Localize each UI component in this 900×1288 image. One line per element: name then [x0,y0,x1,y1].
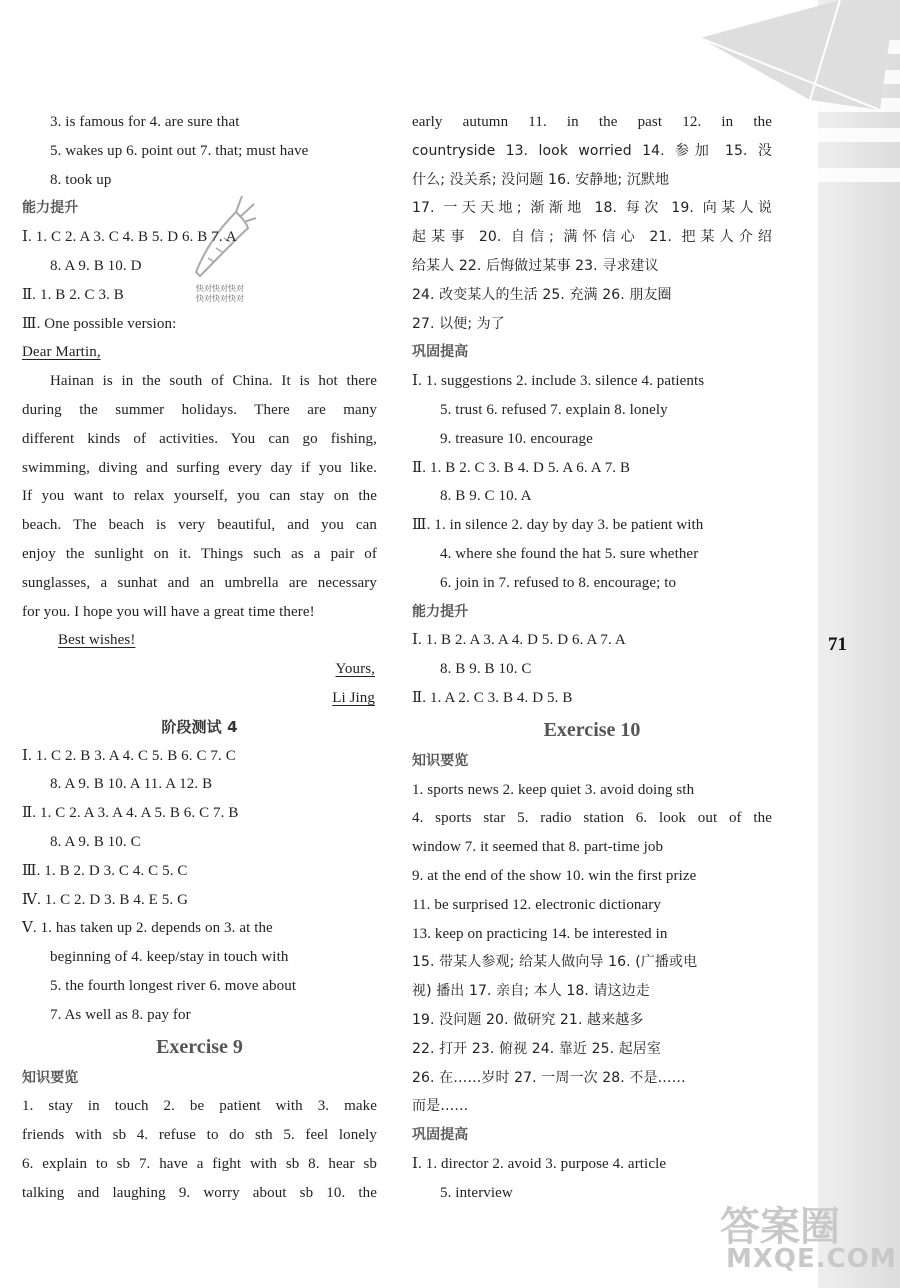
answer-line: 13. keep on practicing 14. be interested in [412,925,668,942]
answer-line: 5. interview [440,1184,513,1201]
left-column [22,108,377,1207]
answer-line: Ⅰ. 1. B 2. A 3. A 4. D 5. D 6. A 7. A [412,632,626,649]
greeting-text: Dear Martin, [22,344,101,361]
strip-band [818,128,900,142]
page-number: 71 [828,634,847,655]
answer-line: 1. stay in touch 2. be patient with 3. make [22,1098,377,1115]
strip-band [818,168,900,182]
answer-line: 17. 一天天地; 渐渐地 18. 每次 19. 向某人说 [412,200,772,217]
answer-line: 起某事 20. 自信; 满怀信心 21. 把某人介绍 [412,229,772,246]
answer-line: Ⅱ. 1. A 2. C 3. B 4. D 5. B [412,689,573,706]
answer-line: 而是…… [412,1098,469,1115]
answer-line: Ⅰ. 1. suggestions 2. include 3. silence 4. patients [412,373,705,390]
letter-line: enjoy the sunlight on it. Things such as a pair of [22,545,377,562]
answer-line: 5. wakes up 6. point out 7. that; must have [50,142,309,159]
answer-line: Ⅲ. 1. in silence 2. day by day 3. be patient with [412,517,704,534]
answer-line: 8. A 9. B 10. C [50,833,141,850]
section-heading-nengli: 能力提升 [22,200,79,217]
answer-line: 9. at the end of the show 10. win the first prize [412,867,697,884]
exercise-10-title: Exercise 10 [543,718,641,741]
answer-line: Ⅳ. 1. C 2. D 3. B 4. E 5. G [22,891,189,908]
answer-line: 3. is famous for 4. are sure that [50,114,240,130]
answer-line: 15. 带某人参观; 给某人做向导 16. (广播或电 [412,954,698,971]
answer-line: 11. be surprised 12. electronic dictionary [412,896,661,913]
section-heading-nengli: 能力提升 [412,603,469,620]
answer-line: Ⅲ. 1. B 2. D 3. C 4. C 5. C [22,862,188,879]
answer-line: 8. A 9. B 10. A 11. A 12. B [50,776,213,793]
letter-line: different kinds of activities. You can go fishing, [22,430,377,447]
answer-line: 5. the fourth longest river 6. move about [50,977,297,994]
answer-line: 24. 改变某人的生活 25. 充满 26. 朋友圈 [412,286,672,303]
letter-line: beach. The beach is very beautiful, and you can [22,517,377,534]
letter-line: during the summer holidays. There are many [22,401,377,418]
yours-text: Yours, [335,661,375,678]
answer-line: 4. where she found the hat 5. sure whether [440,545,699,562]
letter-line: Hainan is in the south of China. It is hot there [50,373,377,390]
section-heading-gonggu: 巩固提高 [412,1127,469,1144]
letter-signature [22,684,377,713]
answer-line: 22. 打开 23. 俯视 24. 靠近 25. 起居室 [412,1040,662,1057]
answer-line: Ⅲ. One possible version: [22,315,177,332]
answer-line: 8. took up [50,171,112,188]
answer-line: 1. sports news 2. keep quiet 3. avoid doing sth [412,781,695,798]
closing-text: Best wishes! [58,632,136,649]
answer-line: 6. explain to sb 7. have a fight with sb 8. hear sb [22,1155,377,1172]
section-heading-gonggu: 巩固提高 [412,344,469,361]
answer-line: Ⅱ. 1. B 2. C 3. B 4. D 5. A 6. A 7. B [412,459,631,476]
answer-line: 9. treasure 10. encourage [440,430,593,447]
letter-greeting [22,338,377,367]
letter-line: sunglasses, a sunhat and an umbrella are necessary [22,574,377,591]
answer-line: Ⅰ. 1. director 2. avoid 3. purpose 4. article [412,1155,667,1172]
right-column [412,108,772,1207]
answer-line: countryside 13. look worried 14. 参加 15. 没 [412,142,772,159]
stage-test-title: 阶段测试 4 [161,717,238,736]
stamp-text-line: 快对快对快对 [196,284,244,293]
answer-line: early autumn 11. in the past 12. in the [412,114,772,130]
answer-line: 7. As well as 8. pay for [50,1006,191,1023]
answer-line: 8. B 9. B 10. C [440,661,532,678]
answer-line: talking and laughing 9. worry about sb 10. the [22,1184,377,1201]
section-heading-zhishi: 知识要览 [412,752,469,769]
answer-line: 8. B 9. C 10. A [440,488,532,505]
answer-line: 给某人 22. 后悔做过某事 23. 寻求建议 [412,257,659,274]
answer-line: 6. join in 7. refused to 8. encourage; to [440,574,677,591]
answer-line: Ⅴ. 1. has taken up 2. depends on 3. at the [22,920,273,937]
answer-line: 视) 播出 17. 亲自; 本人 18. 请这边走 [412,983,650,1000]
exercise-9-title: Exercise 9 [156,1035,243,1058]
answer-line: 4. sports star 5. radio station 6. look out of the [412,810,772,827]
answer-line: window 7. it seemed that 8. part-time job [412,839,664,856]
answer-line: Ⅰ. 1. C 2. A 3. C 4. B 5. D 6. B 7. A [22,229,237,246]
section-heading-zhishi: 知识要览 [22,1069,79,1086]
answer-line: friends with sb 4. refuse to do sth 5. feel lonely [22,1127,377,1144]
letter-yours [22,655,377,684]
letter-closing [22,626,377,655]
letter-line: If you want to relax yourself, you can stay on the [22,488,377,505]
answer-line: Ⅱ. 1. B 2. C 3. B [22,286,124,303]
watermark-logo: 答案圈 [720,1204,840,1250]
answer-line: Ⅱ. 1. C 2. A 3. A 4. A 5. B 6. C 7. B [22,805,239,822]
letter-line: for you. I hope you will have a great time there! [22,603,315,620]
answer-line: 什么; 没关系; 没问题 16. 安静地; 沉默地 [412,171,670,188]
answer-line: 5. trust 6. refused 7. explain 8. lonely [440,401,668,418]
signature-text: Li Jing [332,689,375,706]
answer-line: 26. 在……岁时 27. 一周一次 28. 不是…… [412,1069,686,1086]
answer-line: beginning of 4. keep/stay in touch with [50,949,289,966]
answer-line: 8. A 9. B 10. D [50,257,142,274]
letter-line: swimming, diving and surfing every day if you like. [22,459,377,476]
answer-line: 19. 没问题 20. 做研究 21. 越来越多 [412,1011,644,1028]
answer-line: 27. 以便; 为了 [412,315,505,332]
answer-line: Ⅰ. 1. C 2. B 3. A 4. C 5. B 6. C 7. C [22,747,236,764]
watermark-site: MXQE.COM [726,1244,897,1274]
stamp-text-line: 快对快对快对 [196,294,244,303]
